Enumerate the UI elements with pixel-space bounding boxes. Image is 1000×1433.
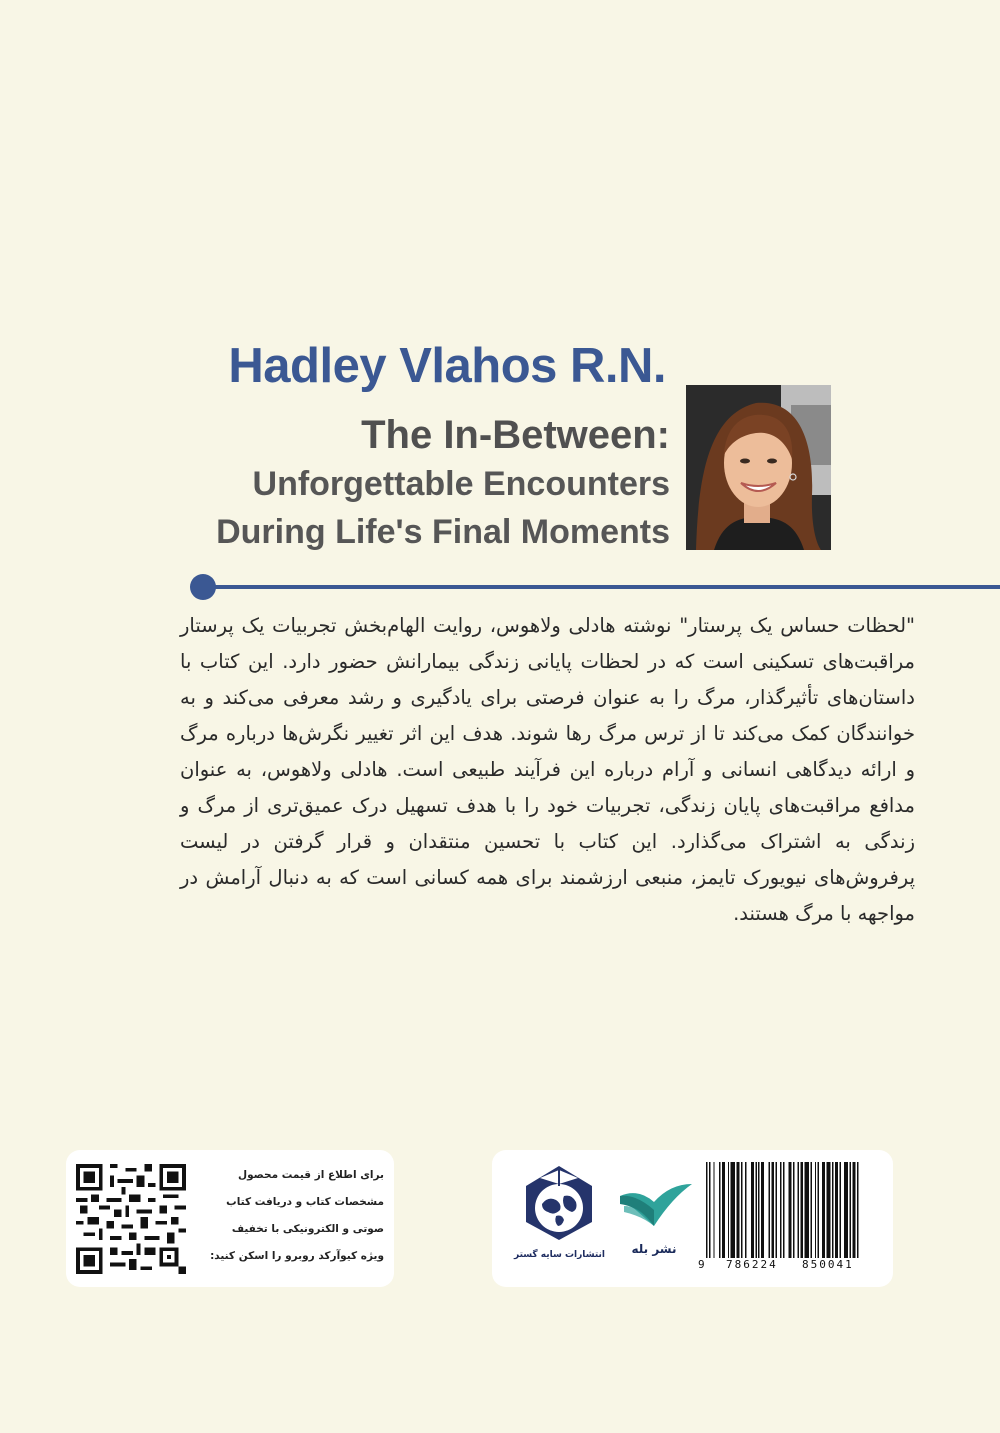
divider-dot (190, 574, 216, 600)
barcode-bar (776, 1162, 777, 1258)
barcode-bar (722, 1162, 725, 1258)
barcode-bar (751, 1162, 754, 1258)
barcode-bar (789, 1162, 792, 1258)
barcode-bar (797, 1162, 798, 1258)
barcode-bar (783, 1162, 784, 1258)
barcode-bar (800, 1162, 803, 1258)
barcode-bar (719, 1162, 720, 1258)
barcode-bar (706, 1162, 707, 1258)
barcode-bar (805, 1162, 809, 1258)
barcode-bar (810, 1162, 811, 1258)
book-description: "لحظات حساس یک پرستار" نوشته هادلی ولاهوس، روایت الهام‌بخش تجربیات یک پرستار مراقبت‌های تسکینی است که در لحظات پایانی زندگی بیمارانش حضور دارد. این کتاب با داستان‌های تأثیرگذار، مرگ را به عنوان فرصتی برای یادگیری و رشد معرفی می‌کند و به خوانندگان کمک می‌کند تا از ترس مرگ رها شوند. هدف این اثر تغییر نگرش‌ها درباره مرگ و ارائه دیدگاهی انسانی و آرام درباره این فرآیند طبیعی است. هادلی ولاهوس، به عنوان مدافع مراقبت‌های پایان زندگی، تجربیات خود را با هدف تسهیل درک عمیق‌تری از مرگ و زندگی به اشتراک می‌گذارد. این کتاب با تحسین منتقدان و قرار گرفتن در لیست پرفروش‌های نیویورک تایمز، منبعی ارزشمند برای همه کسانی است که به دنبال آرامش در مواجهه با مرگ هستند. (180, 614, 915, 925)
barcode-bar (835, 1162, 838, 1258)
qr-instructions (184, 1162, 384, 1270)
barcode-bar (832, 1162, 833, 1258)
isbn-group-1: 786224 (726, 1258, 778, 1271)
barcode-bar (815, 1162, 816, 1258)
barcode-bar (713, 1162, 714, 1258)
title-line-3: During Life's Final Moments (216, 513, 670, 551)
saye-gostar-label: انتشارات سایه گستر (514, 1250, 605, 1260)
open-book-logo-icon (614, 1176, 694, 1234)
barcode-bar (850, 1162, 851, 1258)
title-line-1: The In-Between: (361, 413, 670, 457)
barcode-bar (741, 1162, 742, 1258)
barcode-bar (736, 1162, 739, 1258)
isbn-digits (698, 1258, 884, 1274)
barcode-bar (839, 1162, 840, 1258)
barcode-bar (826, 1162, 830, 1258)
title-line-2: Unforgettable Encounters (252, 465, 670, 503)
barcode-bar (818, 1162, 819, 1258)
barcode-bar (768, 1162, 769, 1258)
barcode-bar (709, 1162, 710, 1258)
author-photo (686, 385, 831, 550)
qr-text-line: ویژه کیوآرکد روبرو را اسکن کنید: (210, 1250, 384, 1262)
divider-line (205, 585, 1000, 589)
barcode-bar (852, 1162, 855, 1258)
barcode-bar (745, 1162, 746, 1258)
barcode-icon (704, 1162, 872, 1258)
qr-text-line: برای اطلاع از قیمت محصول (237, 1169, 384, 1181)
qr-panel (66, 1150, 394, 1287)
book-title (216, 410, 670, 556)
isbn-lead-digit: 9 (698, 1258, 705, 1271)
barcode-bar (844, 1162, 848, 1258)
bale-label: نشر بله (631, 1242, 677, 1256)
barcode-bar (780, 1162, 781, 1258)
isbn-group-2: 850041 (802, 1258, 854, 1271)
barcode-bar (771, 1162, 774, 1258)
author-name: Hadley Vlahos R.N. (228, 339, 666, 393)
barcode-bar (731, 1162, 735, 1258)
barcode-bar (857, 1162, 858, 1258)
qr-code-icon[interactable] (76, 1164, 186, 1274)
barcode-bar (761, 1162, 764, 1258)
barcode-bar (822, 1162, 825, 1258)
barcode-bar (793, 1162, 794, 1258)
barcode-bar (755, 1162, 756, 1258)
qr-text-line: مشخصات کتاب و دریافت کتاب (226, 1196, 384, 1208)
globe-logo-icon (520, 1164, 598, 1242)
barcode-bar (728, 1162, 729, 1258)
barcode-bar (758, 1162, 759, 1258)
author-portrait-icon (686, 385, 831, 550)
qr-text-line: صوتی و الکترونیکی با تخفیف (231, 1223, 384, 1235)
publisher-panel (492, 1150, 893, 1287)
